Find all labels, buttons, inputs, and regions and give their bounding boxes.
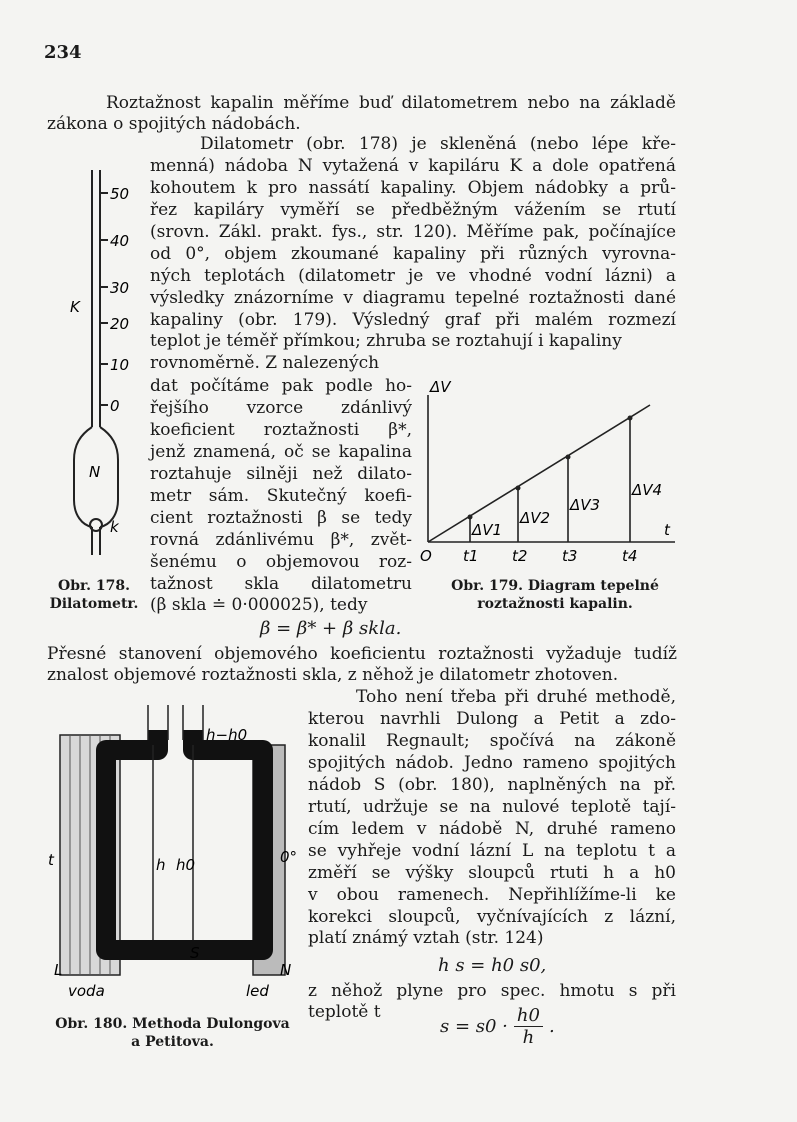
method2-line: korekci sloupců, vyčnívajících z lázní, bbox=[308, 907, 676, 927]
dilatometer-line: dat počítáme pak podle ho- bbox=[150, 376, 412, 396]
formula-hs: h s = h0 s0, bbox=[438, 955, 547, 976]
method2-line: cím ledem v nádobě N, druhé rameno bbox=[308, 819, 676, 839]
label-led: led bbox=[246, 982, 269, 1000]
dilatometer-line: řez kapiláry vyměří se předběžným vážením se rtutí bbox=[150, 200, 676, 220]
figure-178-dilatometer bbox=[60, 165, 140, 580]
formula-s-fraction bbox=[514, 1005, 543, 1048]
dilatometer-line: kohoutem k pro nassátí kapaliny. Objem nádobky a prů- bbox=[150, 178, 676, 198]
dilatometer-line: výsledky znázorníme v diagramu tepelné roztažnosti dané bbox=[150, 288, 676, 308]
tick-t3: t3 bbox=[562, 547, 578, 565]
scale-20: 20 bbox=[110, 315, 130, 333]
formula-s-lhs: s = s0 · bbox=[440, 1016, 508, 1037]
precise-line: znalost objemové roztažnosti skla, z něhož je dilatometr zhotoven. bbox=[47, 665, 619, 685]
figure-178-caption: Dilatometr. bbox=[49, 596, 139, 612]
label-voda: voda bbox=[68, 982, 105, 1000]
tick-t1: t1 bbox=[463, 547, 479, 565]
dilatometer-line: od 0°, objem zkoumané kapaliny při různých vyrovna- bbox=[150, 244, 676, 264]
scale-50: 50 bbox=[110, 185, 130, 203]
dilatometer-line: šenému o objemovou roz- bbox=[150, 552, 412, 572]
precise-line: Přesné stanovení objemového koeficientu roztažnosti vyžaduje tudíž bbox=[47, 644, 677, 664]
dilatometer-line: menná) nádoba N vytažená v kapiláru K a dole opatřená bbox=[150, 156, 676, 176]
intro-line: Roztažnost kapalin měříme buď dilatometrem nebo na základě bbox=[106, 93, 676, 113]
formula-s-num: h0 bbox=[514, 1005, 543, 1027]
method2-line: Toho není třeba při druhé methodě, bbox=[356, 687, 676, 707]
method2-line: v obou ramenech. Nepřihlížíme-li ke bbox=[308, 885, 676, 905]
dilatometer-line: řejšího vzorce zdánlivý bbox=[150, 398, 412, 418]
scale-10: 10 bbox=[110, 356, 130, 374]
method2-line: spojitých nádob. Jedno rameno spojitých bbox=[308, 753, 676, 773]
formula-beta: β = β* + β skla. bbox=[260, 618, 402, 639]
scale-40: 40 bbox=[110, 232, 130, 250]
dilatometer-line: (srovn. Zákl. prakt. fys., str. 120). Měříme pak, počínajíce bbox=[150, 222, 676, 242]
dilatometer-line: metr sám. Skutečný koefi- bbox=[150, 486, 412, 506]
dilatometer-line: teplot je téměř přímkou; zhruba se roztahují i kapaliny bbox=[150, 331, 622, 351]
delta-4: ΔV4 bbox=[632, 481, 663, 499]
method2-line: rtutí, udržuje se na nulové teplotě tají- bbox=[308, 797, 676, 817]
label-h: h bbox=[156, 856, 166, 874]
delta-3: ΔV3 bbox=[570, 496, 601, 514]
origin-label: O bbox=[420, 547, 432, 565]
tick-t4: t4 bbox=[622, 547, 638, 565]
label-N: N bbox=[280, 961, 292, 979]
label-L: L bbox=[54, 961, 63, 979]
label-h0: h0 bbox=[176, 856, 196, 874]
figure-180-caption: a Petitova. bbox=[131, 1034, 214, 1050]
figure-180-caption: Obr. 180. Methoda Dulongova bbox=[55, 1016, 290, 1032]
formula-s-end: . bbox=[548, 1016, 555, 1037]
label-t: t bbox=[48, 851, 54, 869]
label-K: K bbox=[70, 298, 80, 316]
figure-178-caption: Obr. 178. bbox=[58, 578, 130, 594]
method2-line: se vyhřeje vodní lázní L na teplotu t a bbox=[308, 841, 676, 861]
dilatometer-line: (β skla ≐ 0·000025), tedy bbox=[150, 595, 368, 615]
page-number: 234 bbox=[44, 42, 82, 63]
label-zero: 0° bbox=[280, 848, 298, 866]
scale-0: 0 bbox=[110, 397, 120, 415]
dilatometer-line: koeficient roztažnosti β*, bbox=[150, 420, 412, 440]
dilatometer-line: rovnoměrně. Z nalezených bbox=[150, 353, 380, 373]
figure-179-caption: roztažnosti kapalin. bbox=[477, 596, 633, 612]
tick-t2: t2 bbox=[512, 547, 528, 565]
dilatometer-line: rovná zdánlivému β*, zvět- bbox=[150, 530, 412, 550]
method2-line: konalil Regnault; spočívá na zákoně bbox=[308, 731, 676, 751]
y-axis-label: ΔV bbox=[430, 378, 451, 396]
figure-179-diagram bbox=[410, 375, 685, 575]
formula-s-den: h bbox=[522, 1027, 535, 1048]
method2-line: kterou navrhli Dulong a Petit a zdo- bbox=[308, 709, 676, 729]
method2-line: změří se výšky sloupců rtuti h a h0 bbox=[308, 863, 676, 883]
after-line: z něhož plyne pro spec. hmotu s při bbox=[308, 981, 676, 1001]
figure-179-caption: Obr. 179. Diagram tepelné bbox=[451, 578, 659, 594]
scale-30: 30 bbox=[110, 279, 130, 297]
dilatometer-line: cient roztažnosti β se tedy bbox=[150, 508, 412, 528]
intro-line: zákona o spojitých nádobách. bbox=[47, 114, 301, 134]
delta-2: ΔV2 bbox=[520, 509, 551, 527]
dilatometer-line: jenž znamená, oč se kapalina bbox=[150, 442, 412, 462]
formula-s bbox=[440, 1005, 555, 1048]
label-S: S bbox=[190, 944, 200, 962]
figure-180-dulong-petit bbox=[48, 700, 298, 1000]
method2-line: nádob S (obr. 180), naplněných na př. bbox=[308, 775, 676, 795]
after-line: teplotě t bbox=[308, 1002, 381, 1022]
label-k: k bbox=[110, 518, 119, 536]
label-N: N bbox=[89, 463, 101, 481]
delta-1: ΔV1 bbox=[472, 521, 503, 539]
dilatometer-line: ných teplotách (dilatometr je ve vhodné vodní lázni) a bbox=[150, 266, 676, 286]
x-axis-label: t bbox=[664, 521, 670, 539]
dilatometer-line: kapaliny (obr. 179). Výsledný graf při malém rozmezí bbox=[150, 310, 676, 330]
label-diff: h−h0 bbox=[206, 726, 248, 744]
method2-line: platí známý vztah (str. 124) bbox=[308, 928, 544, 948]
dilatometer-line: Dilatometr (obr. 178) je skleněná (nebo lépe kře- bbox=[200, 134, 676, 154]
dilatometer-line: tažnost skla dilatometru bbox=[150, 574, 412, 594]
dilatometer-line: roztahuje silněji než dilato- bbox=[150, 464, 412, 484]
